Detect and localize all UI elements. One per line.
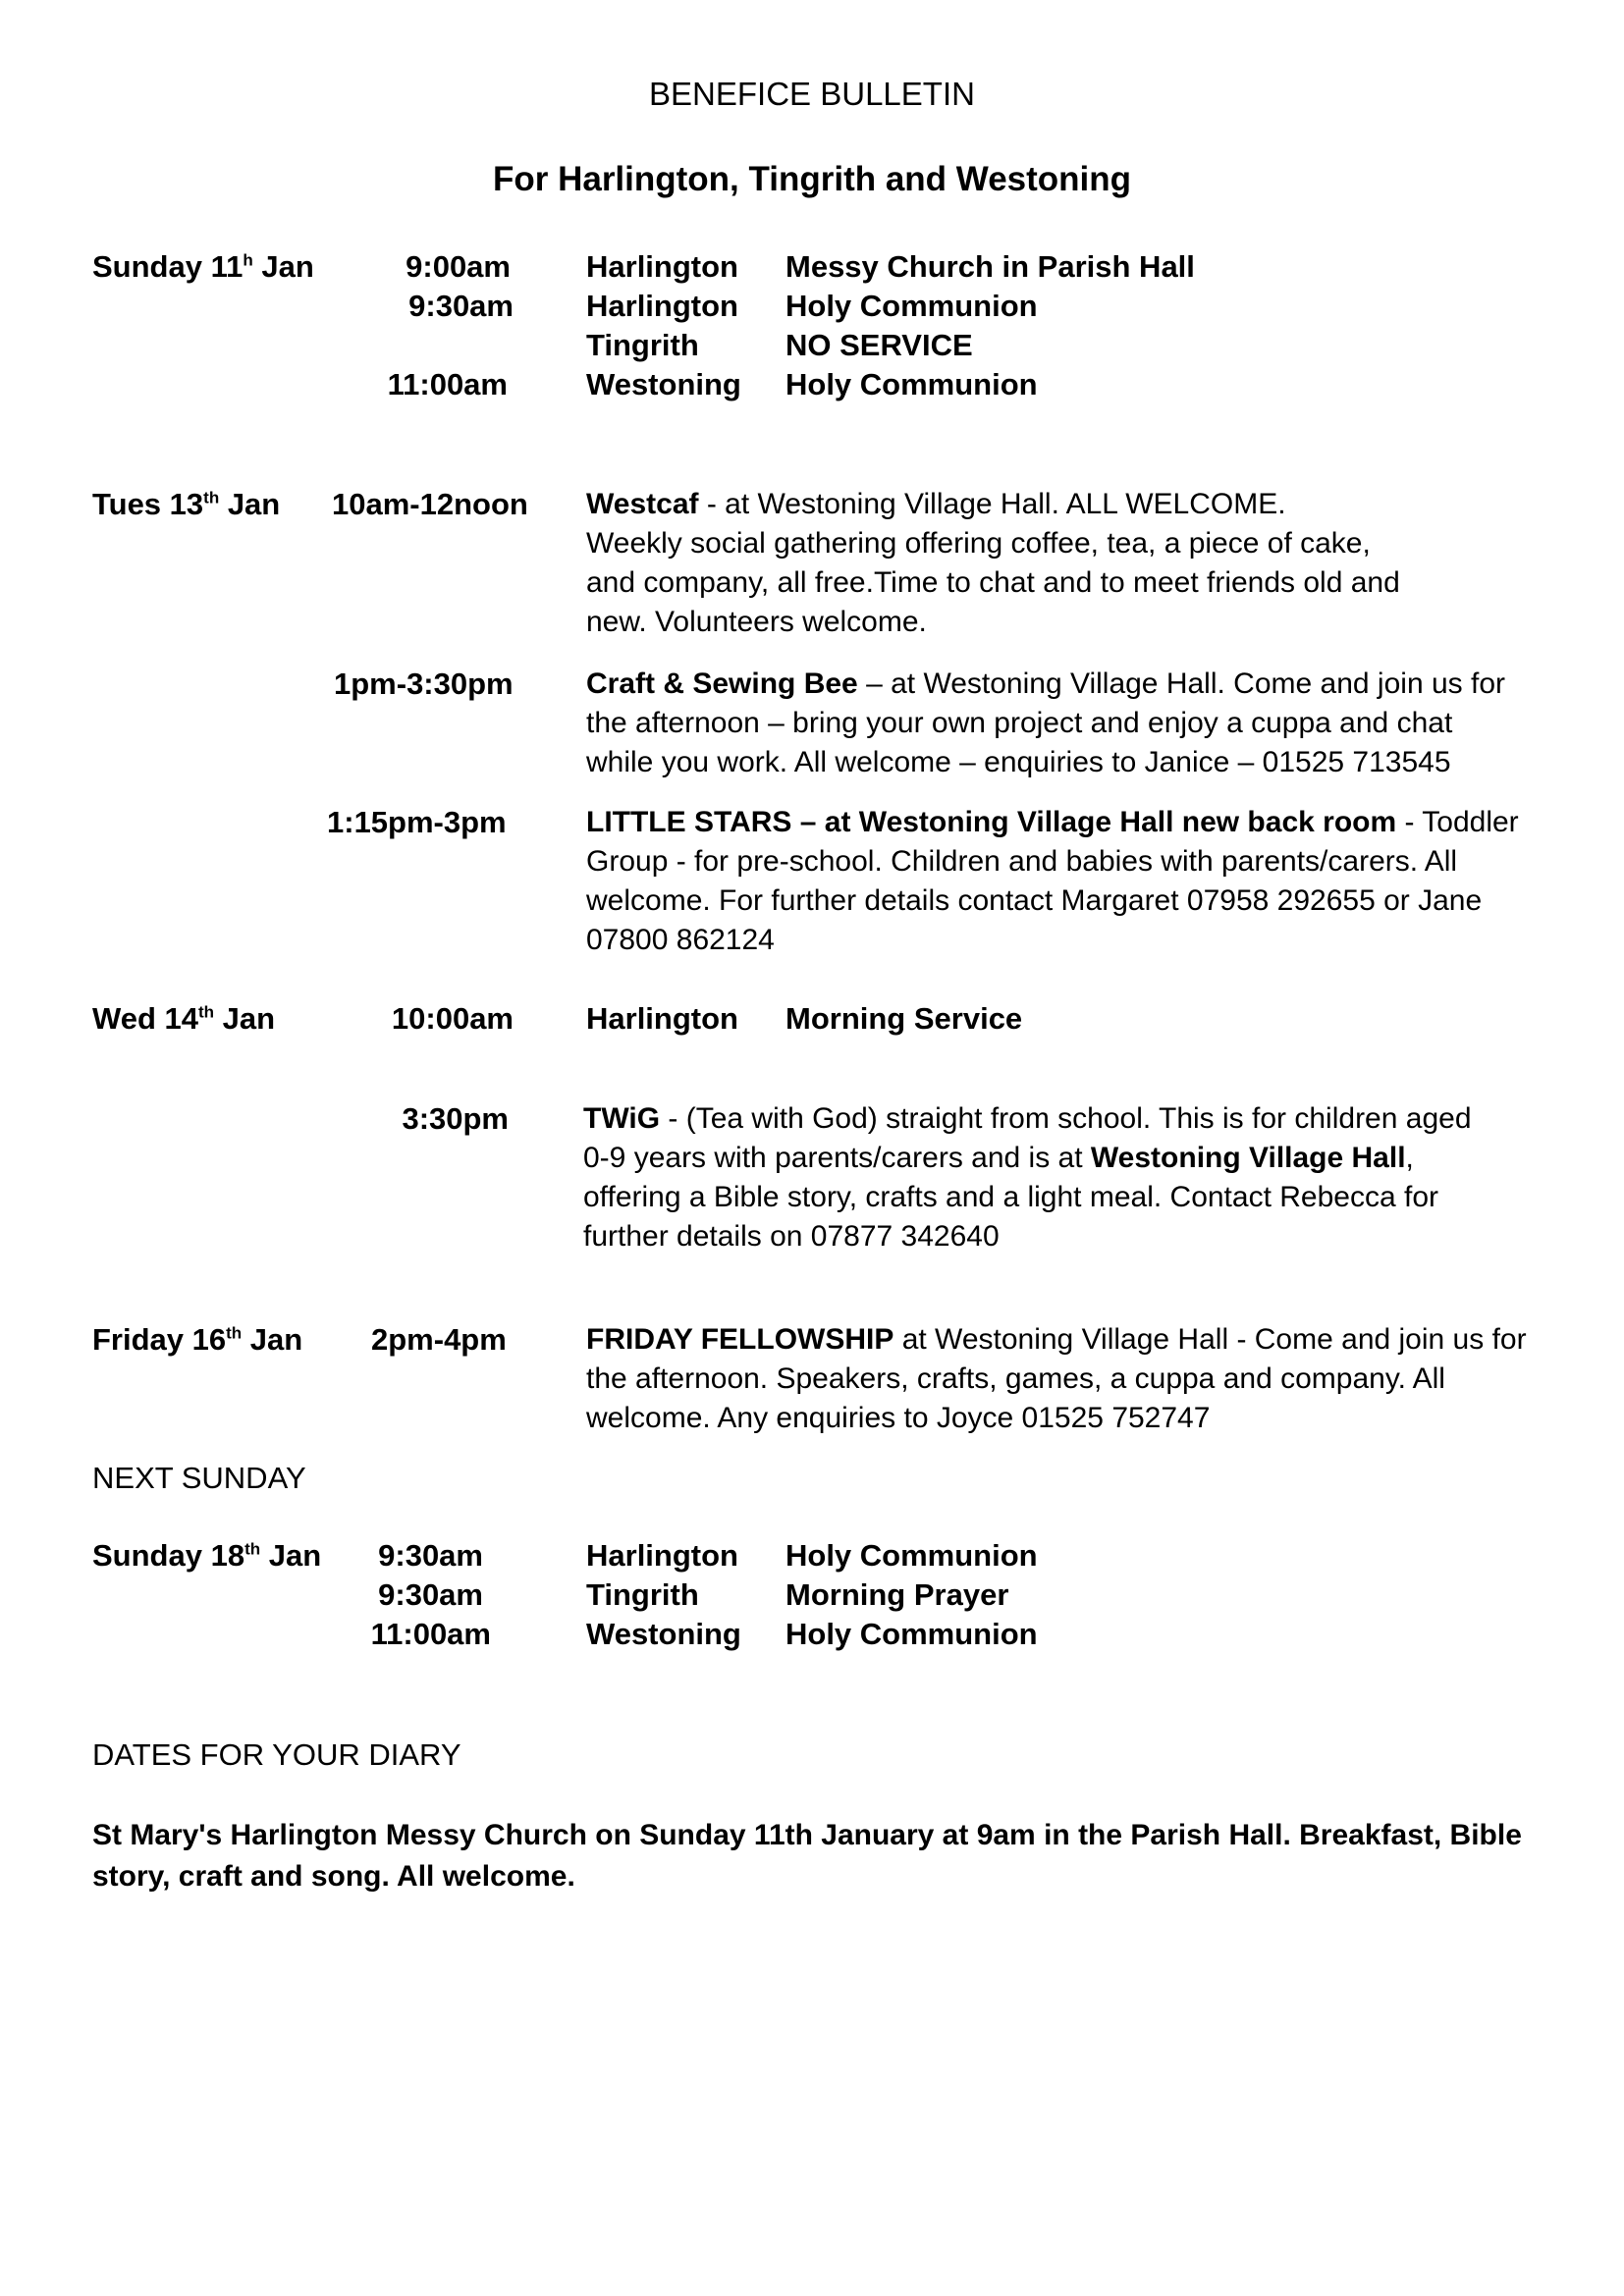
bulletin-title: BENEFICE BULLETIN (649, 76, 975, 112)
event-time: 1:15pm-3pm (327, 805, 507, 839)
service-name: Messy Church in Parish Hall (785, 249, 1195, 284)
service-name: Morning Prayer (785, 1577, 1009, 1612)
event-time: 2pm-4pm (371, 1322, 507, 1357)
next-sunday-heading: NEXT SUNDAY (92, 1461, 306, 1495)
event-name: LITTLE STARS – at Westoning Village Hall new back room (586, 806, 1397, 838)
service-place: Harlington (586, 249, 738, 284)
event-friday-fellowship: FRIDAY FELLOWSHIP at Westoning Village Hall - Come and join us for the afternoon. Speakers, crafts, games, a cuppa and company. All welcome. Any enquiries to Joyce 01525 752747 (586, 1323, 1527, 1434)
event-name: Craft & Sewing Bee (586, 667, 858, 700)
event-time: 3:30pm (402, 1101, 509, 1136)
service-time: 9:30am (408, 289, 514, 323)
diary-note: St Mary's Harlington Messy Church on Sunday 11th January at 9am in the Parish Hall. Breakfast, Bible story, craft and song. All welcome. (92, 1819, 1522, 1893)
event-name: FRIDAY FELLOWSHIP (586, 1323, 894, 1356)
service-time: 11:00am (387, 367, 508, 401)
service-place: Westoning (586, 367, 741, 401)
service-place: Harlington (586, 289, 738, 323)
service-place: Tingrith (586, 328, 699, 362)
bulletin-subtitle: For Harlington, Tingrith and Westoning (492, 160, 1132, 198)
event-westcaf: Westcaf - at Westoning Village Hall. ALL WELCOME. Weekly social gathering offering coffee, tea, a piece of cake, and company, all free.Time to chat and to meet friends old and new. Volunteers welcome. (586, 488, 1400, 638)
service-time: 9:30am (378, 1577, 483, 1612)
diary-heading: DATES FOR YOUR DIARY (92, 1737, 461, 1772)
event-craft-sewing-bee: Craft & Sewing Bee – at Westoning Village Hall. Come and join us for the afternoon – bring your own project and enjoy a cuppa and chat while you work. All welcome – enquiries to Janice – 01525 713545 (586, 667, 1505, 778)
day-label-tues-13: Tues 13th Jan (92, 487, 281, 521)
service-place: Westoning (586, 1617, 741, 1651)
service-time: 10:00am (391, 1001, 514, 1036)
service-time: 9:30am (378, 1538, 483, 1573)
event-twig: TWiG - (Tea with God) straight from school. This is for children aged 0-9 years with parents/carers and is at Westoning Village Hall, offering a Bible story, crafts and a light meal. Contact Rebecca for further details on 07877 342640 (583, 1102, 1472, 1253)
day-label-sunday-11: Sunday 11$^h$ Jan (92, 249, 314, 284)
day-label-friday-16: Friday 16th Jan (92, 1322, 303, 1357)
service-place: Harlington (586, 1538, 738, 1573)
event-little-stars: LITTLE STARS – at Westoning Village Hall new back room - Toddler Group - for pre-school. Children and babies with parents/carers. All welcome. For further details contact Margaret 07958 292655 or Jane 07800 862124 (586, 806, 1519, 956)
service-place: Harlington (586, 1001, 738, 1036)
day-label-sunday-18: Sunday 18th Jan (92, 1538, 322, 1573)
service-name: Morning Service (785, 1001, 1023, 1036)
service-name: Holy Communion (785, 289, 1038, 323)
event-time: 1pm-3:30pm (334, 667, 514, 701)
event-name: TWiG (583, 1102, 661, 1135)
service-name: NO SERVICE (785, 328, 973, 362)
service-time: 11:00am (370, 1617, 491, 1651)
service-name: Holy Communion (785, 367, 1038, 401)
service-name: Holy Communion (785, 1617, 1038, 1651)
service-place: Tingrith (586, 1577, 699, 1612)
day-label-wed-14: Wed 14th Jan (92, 1001, 276, 1036)
event-name: Westcaf (586, 488, 699, 520)
service-name: Holy Communion (785, 1538, 1038, 1573)
service-time: 9:00am (406, 249, 511, 284)
event-time: 10am-12noon (332, 487, 528, 521)
